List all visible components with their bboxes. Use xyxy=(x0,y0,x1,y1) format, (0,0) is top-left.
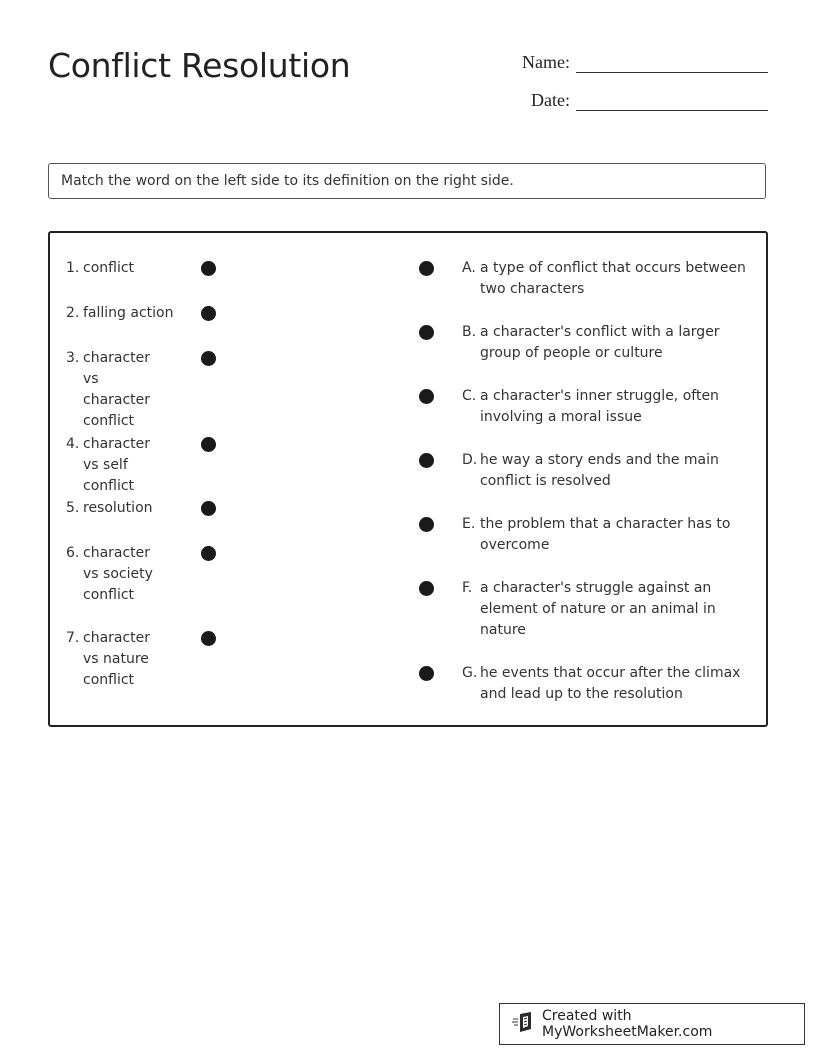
term-number: 3. xyxy=(66,350,80,366)
definition-text: a character's conflict with a larger group of people or culture xyxy=(480,324,720,361)
footer-text: Created with MyWorksheetMaker.com xyxy=(542,1008,713,1040)
definition-item xyxy=(462,514,737,556)
definition-dot-b[interactable] xyxy=(419,325,434,340)
date-blank[interactable] xyxy=(576,90,768,111)
term-number: 5. xyxy=(66,500,80,516)
term-item xyxy=(66,258,181,279)
definition-letter: D. xyxy=(462,452,478,468)
instructions-box: Match the word on the left side to its definition on the right side. xyxy=(48,163,766,199)
term-text: character vs society conflict xyxy=(83,545,153,603)
definition-dot-g[interactable] xyxy=(419,666,434,681)
definition-dot-d[interactable] xyxy=(419,453,434,468)
definition-dot-f[interactable] xyxy=(419,581,434,596)
term-item xyxy=(66,434,166,497)
date-field xyxy=(500,90,768,111)
definition-item xyxy=(462,258,752,300)
term-dot-1[interactable] xyxy=(201,261,216,276)
term-dot-5[interactable] xyxy=(201,501,216,516)
definition-dot-c[interactable] xyxy=(419,389,434,404)
definition-letter: E. xyxy=(462,516,476,532)
term-item xyxy=(66,543,166,606)
term-dot-6[interactable] xyxy=(201,546,216,561)
definition-text: a character's inner struggle, often involving a moral issue xyxy=(480,388,719,425)
definition-text: he way a story ends and the main conflict is resolved xyxy=(480,452,719,489)
name-label: Name: xyxy=(522,52,570,72)
name-blank[interactable] xyxy=(576,52,768,73)
term-dot-3[interactable] xyxy=(201,351,216,366)
term-text: conflict xyxy=(83,260,135,276)
term-text: character vs nature conflict xyxy=(83,630,151,688)
definition-letter: A. xyxy=(462,260,476,276)
definition-item xyxy=(462,663,747,705)
definition-dot-e[interactable] xyxy=(419,517,434,532)
definition-text: a character's struggle against an element of nature or an animal in nature xyxy=(480,580,716,638)
term-text: falling action xyxy=(83,305,174,321)
page-title: Conflict Resolution xyxy=(48,46,351,85)
definition-letter: F. xyxy=(462,580,473,596)
term-text: character vs self conflict xyxy=(83,436,151,494)
definition-letter: B. xyxy=(462,324,477,340)
term-text: resolution xyxy=(83,500,153,516)
term-dot-7[interactable] xyxy=(201,631,216,646)
footer-credit xyxy=(499,1003,805,1045)
date-label: Date: xyxy=(531,90,570,110)
term-number: 2. xyxy=(66,305,80,321)
term-dot-4[interactable] xyxy=(201,437,216,452)
term-number: 1. xyxy=(66,260,80,276)
definition-text: the problem that a character has to overcome xyxy=(480,516,731,553)
term-number: 7. xyxy=(66,630,80,646)
definition-item xyxy=(462,578,722,641)
term-item xyxy=(66,628,166,691)
worksheet-logo-icon xyxy=(512,1011,542,1037)
term-number: 6. xyxy=(66,545,80,561)
definition-letter: G. xyxy=(462,665,478,681)
definition-text: a type of conflict that occurs between two characters xyxy=(480,260,746,297)
term-dot-2[interactable] xyxy=(201,306,216,321)
definition-item xyxy=(462,322,727,364)
definition-letter: C. xyxy=(462,388,477,404)
definition-item xyxy=(462,450,727,492)
term-number: 4. xyxy=(66,436,80,452)
name-field xyxy=(500,52,768,73)
term-item xyxy=(66,348,166,432)
definition-dot-a[interactable] xyxy=(419,261,434,276)
term-item xyxy=(66,303,181,324)
definition-text: he events that occur after the climax and lead up to the resolution xyxy=(480,665,741,702)
definition-item xyxy=(462,386,727,428)
term-item xyxy=(66,498,181,519)
term-text: character vs character conflict xyxy=(83,350,151,429)
